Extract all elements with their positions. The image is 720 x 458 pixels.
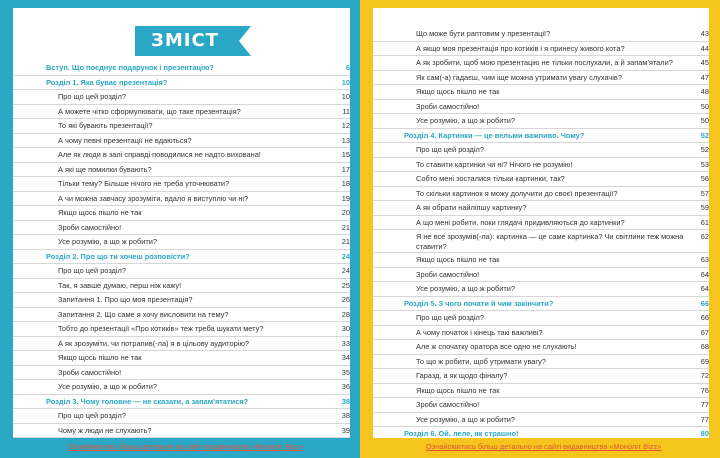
toc-page-number: 17 — [341, 164, 350, 174]
toc-entry-title: То скільки картинок я можу долучити до своєї презентації? — [416, 188, 618, 198]
toc-entry-row[interactable] — [373, 282, 709, 297]
toc-entry-title: А можете чітко сформулювати, що таке презентація? — [58, 106, 241, 116]
toc-page-number: 50 — [700, 116, 709, 126]
toc-entry-row[interactable] — [373, 56, 709, 71]
toc-page-number: 64 — [700, 269, 709, 279]
toc-entry-row[interactable] — [373, 311, 709, 326]
toc-entry-title: Вступ. Що поєднує подарунок і презентацію? — [46, 63, 214, 73]
toc-entry-row[interactable] — [13, 337, 350, 352]
toc-page-number: 25 — [341, 280, 350, 290]
toc-entry-title: Що може бути раптовим у презентації? — [416, 29, 551, 39]
toc-page-number: 43 — [700, 29, 709, 39]
toc-section-row[interactable] — [13, 76, 350, 91]
toc-entry-row[interactable] — [13, 308, 350, 323]
toc-entry-row[interactable] — [373, 413, 709, 428]
toc-page-number: 57 — [700, 188, 709, 198]
toc-entry-title: Усе розумію, а що ж робити? — [58, 382, 158, 392]
toc-page-number: 66 — [700, 298, 709, 308]
toc-entry-title: Про що цей розділ? — [58, 411, 126, 421]
toc-entry-row[interactable] — [373, 100, 709, 115]
toc-list-right — [373, 27, 709, 438]
toc-page-number: 10 — [341, 77, 350, 87]
toc-entry-title: Якщо щось пішло не так — [416, 87, 500, 97]
toc-entry-title: Усе розумію, а що ж робити? — [416, 284, 516, 294]
toc-page-number: 68 — [700, 342, 709, 352]
toc-entry-row[interactable] — [373, 230, 709, 253]
toc-entry-row[interactable] — [13, 134, 350, 149]
toc-entry-title: Розділ 5. З чого почати й чим закінчити? — [404, 298, 554, 308]
toc-entry-title: Тобто до презентації «Про котиків» теж треба шукати мету? — [58, 324, 264, 334]
toc-page-number: 77 — [700, 400, 709, 410]
toc-entry-row[interactable] — [373, 42, 709, 57]
toc-entry-row[interactable] — [13, 279, 350, 294]
toc-page-number: 48 — [700, 87, 709, 97]
toc-entry-title: А чому певні презентації не вдаються? — [58, 135, 192, 145]
toc-page-number: 38 — [341, 411, 350, 421]
toc-page-number: 59 — [700, 203, 709, 213]
toc-entry-title: А як зробити, щоб мою презентацію не тільки послухали, а й запам'ятали? — [416, 58, 673, 68]
toc-entry-row[interactable] — [373, 158, 709, 173]
toc-section-row[interactable] — [13, 250, 350, 265]
toc-entry-title: Якщо щось пішло не так — [416, 255, 500, 265]
toc-entry-row[interactable] — [13, 293, 350, 308]
toc-entry-row[interactable] — [373, 143, 709, 158]
toc-entry-row[interactable] — [13, 177, 350, 192]
toc-entry-row[interactable] — [373, 268, 709, 283]
toc-entry-row[interactable] — [373, 340, 709, 355]
toc-page-number: 24 — [341, 266, 350, 276]
toc-entry-title: А як обрати найліпшу картинку? — [416, 203, 527, 213]
toc-entry-title: А які ще помилки бувають? — [58, 164, 152, 174]
toc-page-number: 52 — [700, 145, 709, 155]
toc-entry-title: Усе розумію, а що ж робити? — [416, 414, 516, 424]
toc-entry-title: Якщо щось пішло не так — [416, 385, 500, 395]
toc-entry-title: Розділ 4. Картинки — це вельми важливо. Чому? — [404, 130, 585, 140]
toc-page-number: 6 — [345, 63, 350, 73]
toc-entry-title: Як сам(-а) гадаєш, чим іще можна утримати увагу слухачів? — [416, 72, 622, 82]
toc-page-number: 80 — [700, 429, 709, 438]
toc-entry-row[interactable] — [13, 206, 350, 221]
toc-section-row[interactable] — [13, 61, 350, 76]
right-page — [373, 8, 709, 438]
toc-entry-title: Розділ 2. Про що ти хочеш розповісти? — [46, 251, 190, 261]
toc-page-number: 45 — [700, 58, 709, 68]
toc-entry-title: Зроби самостійно! — [416, 269, 480, 279]
toc-entry-row[interactable] — [13, 163, 350, 178]
toc-page-number: 63 — [700, 255, 709, 265]
toc-entry-title: Зроби самостійно! — [416, 101, 480, 111]
toc-entry-title: Розділ 1. Яка буває презентація? — [46, 77, 168, 87]
toc-page-number: 15 — [341, 150, 350, 160]
toc-entry-title: Гаразд, а як щодо фіналу? — [416, 371, 508, 381]
toc-entry-row[interactable] — [13, 235, 350, 250]
toc-entry-row[interactable] — [373, 85, 709, 100]
toc-entry-row[interactable] — [373, 253, 709, 268]
toc-page-number: 11 — [342, 106, 350, 116]
toc-page-number: 47 — [700, 72, 709, 82]
toc-entry-row[interactable] — [373, 172, 709, 187]
toc-entry-title: Про що цей розділ? — [416, 313, 484, 323]
publisher-link-right[interactable]: Ознайомитись більш детально на сайті видавництва «Моноліт Bizz» — [426, 442, 662, 451]
toc-entry-title: Якщо щось пішло не так — [58, 353, 142, 363]
toc-page-number: 64 — [700, 284, 709, 294]
toc-entry-title: А якщо моя презентація про котиків і я принесу живого кота? — [416, 43, 625, 53]
left-page — [13, 8, 350, 438]
toc-entry-row[interactable] — [373, 384, 709, 399]
toc-entry-title: Про що цей розділ? — [58, 92, 126, 102]
toc-list-left — [13, 61, 350, 438]
toc-entry-title: Зроби самостійно! — [58, 367, 122, 377]
toc-section-row[interactable] — [373, 129, 709, 144]
toc-entry-title: Зроби самостійно! — [58, 222, 122, 232]
toc-page-number: 30 — [341, 324, 350, 334]
toc-entry-row[interactable] — [373, 326, 709, 341]
toc-page-number: 53 — [700, 159, 709, 169]
toc-entry-row[interactable] — [373, 201, 709, 216]
toc-entry-title: Про що цей розділ? — [58, 266, 126, 276]
toc-entry-row[interactable] — [13, 380, 350, 395]
toc-entry-row[interactable] — [13, 148, 350, 163]
toc-entry-title: Чому ж люди не слухають? — [58, 425, 152, 435]
toc-entry-row[interactable] — [373, 27, 709, 42]
toc-entry-title: Так, я завше думаю, перш ніж кажу! — [58, 280, 182, 290]
toc-entry-title: Усе розумію, а що ж робити? — [58, 237, 158, 247]
toc-entry-row[interactable] — [13, 264, 350, 279]
toc-entry-title: То які бувають презентації? — [58, 121, 153, 131]
toc-entry-title: А чому початок і кінець такі важливі? — [416, 327, 543, 337]
toc-entry-title: Усе розумію, а що ж робити? — [416, 116, 516, 126]
toc-entry-title: Тільки тему? Більше нічого не треба уточнювати? — [58, 179, 230, 189]
publisher-link-left[interactable]: Ознайомитись більш детально на сайті видавництва «Моноліт Bizz» — [68, 442, 304, 451]
toc-page-number: 56 — [700, 174, 709, 184]
toc-entry-row[interactable] — [373, 114, 709, 129]
toc-page-number: 44 — [700, 43, 709, 53]
toc-page-number: 21 — [341, 237, 350, 247]
toc-page-number: 39 — [341, 425, 350, 435]
toc-entry-title: Але як люди в залі справді поводилися не надто вихована! — [58, 150, 261, 160]
toc-page-number: 77 — [700, 414, 709, 424]
toc-page-number: 13 — [341, 135, 350, 145]
toc-entry-title: Про що цей розділ? — [416, 145, 484, 155]
toc-entry-row[interactable] — [373, 369, 709, 384]
toc-page-number: 21 — [341, 222, 350, 232]
toc-entry-row[interactable] — [13, 424, 350, 439]
toc-page-number: 76 — [700, 385, 709, 395]
toc-entry-row[interactable] — [13, 90, 350, 105]
toc-entry-row[interactable] — [373, 71, 709, 86]
toc-entry-row[interactable] — [13, 105, 350, 120]
toc-page-number: 33 — [341, 338, 350, 348]
toc-entry-row[interactable] — [373, 398, 709, 413]
toc-entry-title: Якщо щось пішло не так — [58, 208, 142, 218]
toc-entry-row[interactable] — [13, 119, 350, 134]
toc-page-number: 50 — [700, 101, 709, 111]
toc-entry-title: А що мені робити, поки глядачі придивляються до картинки? — [416, 217, 625, 227]
toc-entry-title: Розділ 6. Ой, леле, як страшно! — [404, 429, 519, 438]
toc-page-number: 24 — [341, 251, 350, 261]
toc-page-number: 66 — [700, 313, 709, 323]
toc-page-number: 35 — [341, 367, 350, 377]
toc-page-number: 10 — [341, 92, 350, 102]
toc-entry-title: То ставити картинки чи ні? Нічого не розумію! — [416, 159, 573, 169]
toc-page-number: 69 — [700, 356, 709, 366]
toc-entry-title: Але ж спочатку оратора все одно не слухають! — [416, 342, 577, 352]
toc-page-number: 12 — [341, 121, 350, 131]
toc-section-row[interactable] — [373, 427, 709, 438]
toc-page-number: 28 — [341, 309, 350, 319]
toc-page-number: 67 — [700, 327, 709, 337]
contents-title: ЗМІСТ — [151, 30, 219, 51]
toc-entry-title: Розділ 3. Чому головне — не сказати, а запам'ятатися? — [46, 396, 249, 406]
toc-page-number: 20 — [341, 208, 350, 218]
toc-entry-title: Запитання 2. Що саме я хочу висловити на тему? — [58, 309, 229, 319]
toc-entry-title: А як зрозуміти, чи потрапив(-ла) я в цільову аудиторію? — [58, 338, 249, 348]
toc-entry-title: Зроби самостійно! — [416, 400, 480, 410]
toc-page-number: 52 — [700, 130, 709, 140]
toc-entry-title: Я не все зрозумів(-ла): картинка — це саме картинка? Чи світлини теж можна ставити? — [416, 232, 684, 252]
toc-entry-row[interactable] — [13, 192, 350, 207]
toc-entry-row[interactable] — [13, 322, 350, 337]
toc-entry-title: То що ж робити, щоб утримати увагу? — [416, 356, 546, 366]
toc-section-row[interactable] — [373, 297, 709, 312]
toc-entry-title: Собто мені зосталися тільки картинки, так? — [416, 174, 565, 184]
toc-entry-row[interactable] — [373, 187, 709, 202]
toc-entry-title: Запитання 1. Про що моя презентація? — [58, 295, 193, 305]
toc-page-number: 26 — [341, 295, 350, 305]
toc-entry-row[interactable] — [13, 409, 350, 424]
toc-page-number: 36 — [341, 382, 350, 392]
toc-entry-row[interactable] — [373, 355, 709, 370]
toc-page-number: 19 — [341, 193, 350, 203]
toc-entry-row[interactable] — [13, 366, 350, 381]
toc-entry-row[interactable] — [13, 221, 350, 236]
toc-page-number: 72 — [700, 371, 709, 381]
toc-entry-row[interactable] — [13, 351, 350, 366]
toc-page-number: 18 — [341, 179, 350, 189]
toc-page-number: 34 — [341, 353, 350, 363]
toc-page-number: 61 — [700, 217, 709, 227]
toc-page-number: 38 — [341, 396, 350, 406]
toc-page-number: 62 — [700, 232, 709, 242]
toc-section-row[interactable] — [13, 395, 350, 410]
toc-entry-row[interactable] — [373, 216, 709, 231]
toc-entry-title: А чи можна завчасу зрозуміти, вдало я виступлю чи ні? — [58, 193, 249, 203]
